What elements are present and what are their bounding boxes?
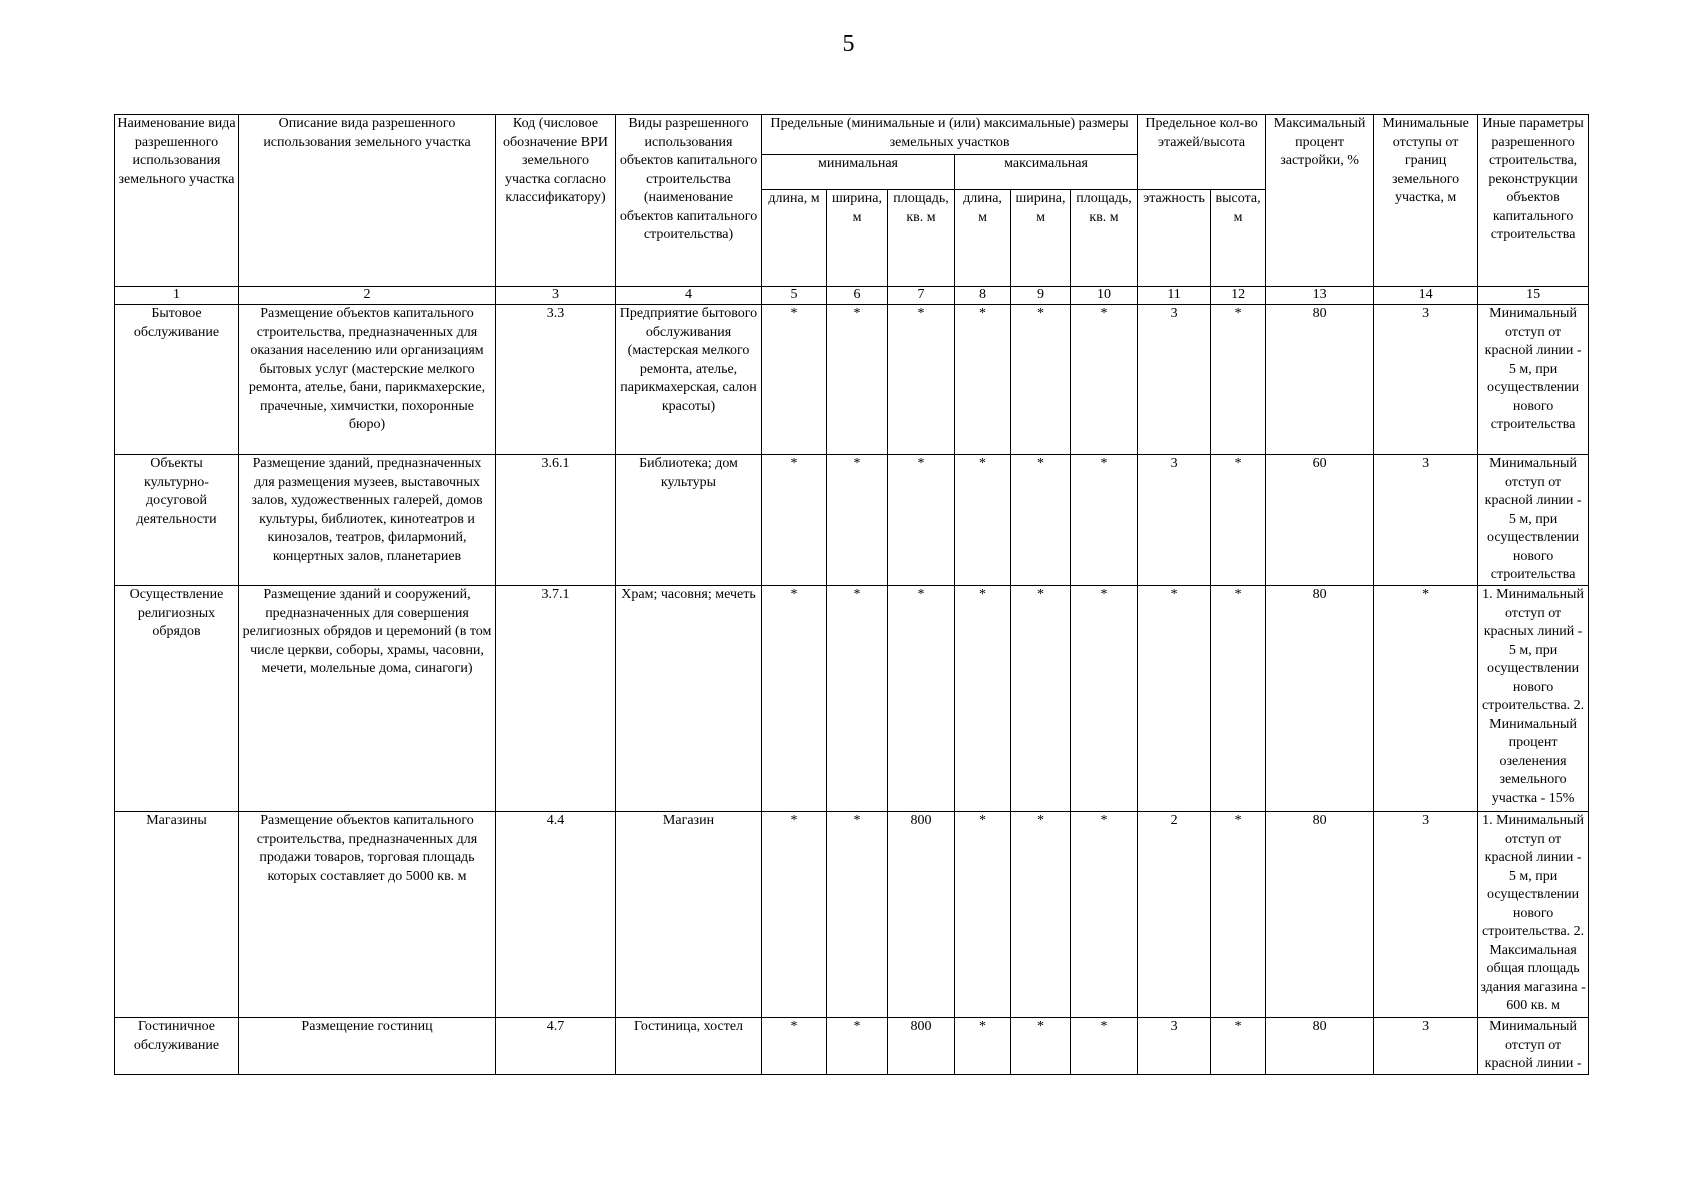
header-min-indent: Минимальные отступы от границ земельного участка, м [1374,115,1478,287]
column-number: 3 [496,287,616,305]
header-floors-group: Предельное кол-во этажей/высота [1138,115,1266,190]
row-length-max: * [955,586,1011,812]
row-min-indent: 3 [1374,305,1478,455]
column-number: 13 [1266,287,1374,305]
column-number: 1 [115,287,239,305]
row-max-percent: 80 [1266,305,1374,455]
row-height: * [1211,586,1266,812]
row-floors: 3 [1138,305,1211,455]
row-objects: Предприятие бытового обслуживания (мастерская мелкого ремонта, ателье, парикмахерская, салон красоты) [616,305,762,455]
row-other-params: Минимальный отступ от красной линии - 5 м, при осуществлении нового строительства [1478,455,1589,586]
row-floors: 2 [1138,812,1211,1018]
row-name: Объекты культурно-досуговой деятельности [115,455,239,586]
row-height: * [1211,455,1266,586]
row-width-min: * [827,812,888,1018]
row-floors: * [1138,586,1211,812]
row-height: * [1211,1018,1266,1075]
column-number: 4 [616,287,762,305]
row-code: 4.4 [496,812,616,1018]
row-floors: 3 [1138,455,1211,586]
header-max-group: максимальная [955,155,1138,190]
row-description: Размещение объектов капитального строительства, предназначенных для продажи товаров, торговая площадь которых составляет до 5000 кв. м [239,812,496,1018]
row-objects: Библиотека; дом культуры [616,455,762,586]
column-number: 5 [762,287,827,305]
table-row [115,812,1589,1018]
row-description: Размещение зданий, предназначенных для размещения музеев, выставочных залов, художественных галерей, домов культуры, библиотек, кинотеатров и кинозалов, театров, филармоний, концертных залов, планетариев [239,455,496,586]
row-length-min: * [762,586,827,812]
row-name: Бытовое обслуживание [115,305,239,455]
column-number: 8 [955,287,1011,305]
row-width-max: * [1011,455,1071,586]
header-width-min: ширина, м [827,190,888,287]
header-area-max: площадь, кв. м [1071,190,1138,287]
row-area-max: * [1071,455,1138,586]
header-other-params: Иные параметры разрешенного строительства, реконструкции объектов капитального строительства [1478,115,1589,287]
header-objects: Виды разрешенного использования объектов капитального строительства (наименование объектов капитального строительства) [616,115,762,287]
row-min-indent: * [1374,586,1478,812]
column-number: 14 [1374,287,1478,305]
header-length-min: длина, м [762,190,827,287]
row-name: Гостиничное обслуживание [115,1018,239,1075]
header-width-max: ширина, м [1011,190,1071,287]
column-number: 12 [1211,287,1266,305]
row-code: 3.7.1 [496,586,616,812]
row-code: 4.7 [496,1018,616,1075]
column-number: 6 [827,287,888,305]
land-use-table [114,114,1589,1075]
row-width-max: * [1011,305,1071,455]
row-other-params: Минимальный отступ от красной линии - 5 м, при осуществлении нового строительства [1478,305,1589,455]
row-length-min: * [762,305,827,455]
header-height: высота, м [1211,190,1266,287]
row-length-max: * [955,1018,1011,1075]
row-min-indent: 3 [1374,812,1478,1018]
row-length-min: * [762,455,827,586]
row-other-params: Минимальный отступ от красной линии - [1478,1018,1589,1075]
header-area-min: площадь, кв. м [888,190,955,287]
row-area-min: * [888,455,955,586]
row-area-min: * [888,305,955,455]
header-min-group: минимальная [762,155,955,190]
row-description: Размещение гостиниц [239,1018,496,1075]
column-number: 11 [1138,287,1211,305]
row-width-min: * [827,586,888,812]
page-number: 5 [842,31,855,57]
table-row [115,305,1589,455]
row-description: Размещение объектов капитального строительства, предназначенных для оказания населению или организациям бытовых услуг (мастерские мелкого ремонта, ателье, бани, парикмахерские, прачечные, химчистки, похоронные бюро) [239,305,496,455]
row-min-indent: 3 [1374,1018,1478,1075]
column-number: 2 [239,287,496,305]
row-max-percent: 60 [1266,455,1374,586]
row-max-percent: 80 [1266,812,1374,1018]
row-area-max: * [1071,1018,1138,1075]
row-length-min: * [762,1018,827,1075]
row-area-max: * [1071,305,1138,455]
row-max-percent: 80 [1266,1018,1374,1075]
row-area-min: * [888,586,955,812]
row-other-params: 1. Минимальный отступ от красных линий - 5 м, при осуществлении нового строительства. 2. Минимальный процент озеленения земельного участка - 15% [1478,586,1589,812]
column-number: 7 [888,287,955,305]
row-length-max: * [955,305,1011,455]
row-height: * [1211,812,1266,1018]
row-width-min: * [827,305,888,455]
row-name: Магазины [115,812,239,1018]
row-name: Осуществление религиозных обрядов [115,586,239,812]
row-height: * [1211,305,1266,455]
row-length-min: * [762,812,827,1018]
column-numbers-row [115,287,1589,305]
table-row [115,1018,1589,1075]
row-area-max: * [1071,812,1138,1018]
header-description: Описание вида разрешенного использования земельного участка [239,115,496,287]
row-width-min: * [827,455,888,586]
column-number: 15 [1478,287,1589,305]
row-area-min: 800 [888,812,955,1018]
row-min-indent: 3 [1374,455,1478,586]
row-other-params: 1. Минимальный отступ от красной линии - 5 м, при осуществлении нового строительства. 2. Максимальная общая площадь здания магазина - 600 кв. м [1478,812,1589,1018]
row-area-min: 800 [888,1018,955,1075]
row-floors: 3 [1138,1018,1211,1075]
row-width-min: * [827,1018,888,1075]
row-area-max: * [1071,586,1138,812]
row-width-max: * [1011,1018,1071,1075]
row-length-max: * [955,812,1011,1018]
header-code: Код (числовое обозначение ВРИ земельного участка согласно классификатору) [496,115,616,287]
row-description: Размещение зданий и сооружений, предназначенных для совершения религиозных обрядов и церемоний (в том числе церкви, соборы, храмы, часовни, мечети, молельные дома, синагоги) [239,586,496,812]
row-objects: Храм; часовня; мечеть [616,586,762,812]
row-code: 3.3 [496,305,616,455]
header-max-percent: Максимальный процент застройки, % [1266,115,1374,287]
column-number: 10 [1071,287,1138,305]
row-length-max: * [955,455,1011,586]
column-number: 9 [1011,287,1071,305]
row-code: 3.6.1 [496,455,616,586]
table-row [115,455,1589,586]
row-width-max: * [1011,812,1071,1018]
row-objects: Магазин [616,812,762,1018]
header-length-max: длина, м [955,190,1011,287]
header-name: Наименование вида разрешенного использования земельного участка [115,115,239,287]
row-objects: Гостиница, хостел [616,1018,762,1075]
table-row [115,586,1589,812]
row-width-max: * [1011,586,1071,812]
row-max-percent: 80 [1266,586,1374,812]
header-floors: этажность [1138,190,1211,287]
header-size-group: Предельные (минимальные и (или) максимальные) размеры земельных участков [762,115,1138,155]
